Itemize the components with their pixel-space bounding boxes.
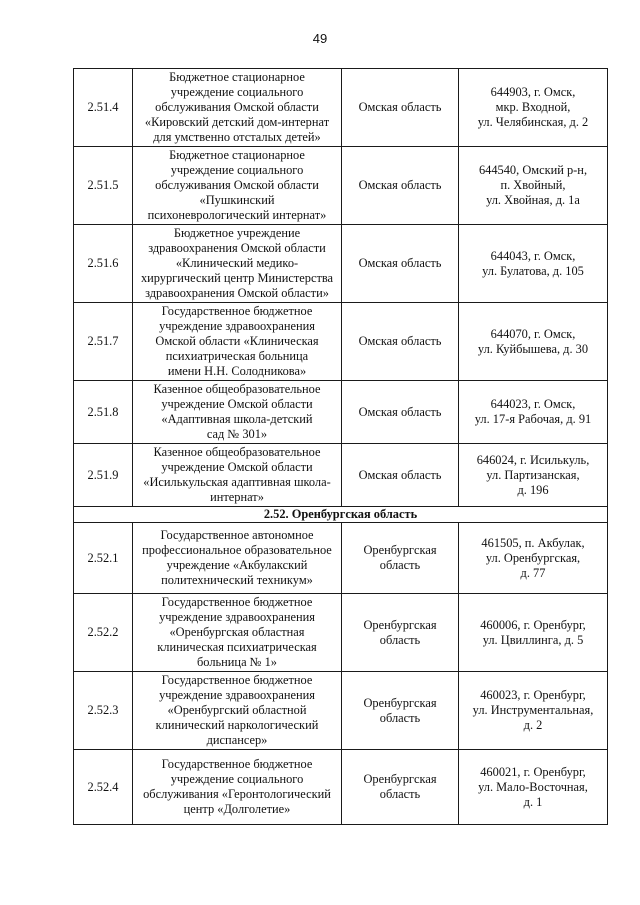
institution-name-cell	[133, 147, 342, 225]
institutions-table	[73, 68, 608, 825]
region-cell	[342, 381, 459, 444]
institution-name-text: Государственное бюджетное учреждение социального обслуживания «Геронтологический центр «Долголетие»	[143, 757, 331, 816]
region-cell	[342, 444, 459, 507]
region-cell	[342, 303, 459, 381]
address-cell	[459, 303, 608, 381]
region-text: Оренбургская область	[363, 695, 437, 725]
item-number-text: 2.51.5	[87, 178, 119, 192]
institution-name-cell	[133, 523, 342, 594]
institution-name-cell	[133, 750, 342, 825]
address-cell	[459, 225, 608, 303]
region-cell	[342, 69, 459, 147]
item-number-text: 2.52.4	[87, 779, 119, 794]
address-text: 461505, п. Акбулак, ул. Оренбургская, д. 77	[481, 535, 585, 580]
item-number-cell	[74, 750, 133, 825]
table-row	[74, 69, 608, 147]
item-number-cell	[74, 303, 133, 381]
institution-name-cell	[133, 225, 342, 303]
region-text: Оренбургская область	[363, 617, 437, 647]
table-row	[74, 594, 608, 672]
institution-name-text: Государственное бюджетное учреждение здравоохранения «Оренбургская областная клиническая психиатрическая больница № 1»	[157, 595, 317, 669]
address-cell	[459, 594, 608, 672]
table-row	[74, 523, 608, 594]
address-cell	[459, 381, 608, 444]
item-number-text: 2.51.6	[87, 256, 119, 270]
region-text: Оренбургская область	[363, 772, 437, 801]
address-text: 646024, г. Исилькуль, ул. Партизанская, д. 196	[476, 452, 590, 497]
region-text: Омская область	[358, 467, 442, 482]
region-text: Омская область	[358, 334, 442, 348]
address-cell	[459, 444, 608, 507]
address-text: 644070, г. Омск, ул. Куйбышева, д. 30	[477, 326, 589, 356]
page-number: 49	[312, 31, 328, 46]
region-text: Омская область	[358, 256, 442, 270]
region-text: Омская область	[358, 404, 442, 419]
institution-name-cell	[133, 303, 342, 381]
region-text: Омская область	[358, 100, 442, 114]
table-row	[74, 225, 608, 303]
address-cell	[459, 750, 608, 825]
table-body	[74, 69, 608, 825]
address-text: 644043, г. Омск, ул. Булатова, д. 105	[482, 248, 584, 278]
table-row	[74, 444, 608, 507]
institution-name-cell	[133, 594, 342, 672]
address-text: 460021, г. Оренбург, ул. Мало-Восточная, д. 1	[478, 764, 588, 809]
address-text: 644540, Омский р-н, п. Хвойный, ул. Хвойная, д. 1а	[478, 163, 588, 207]
region-cell	[342, 594, 459, 672]
item-number-cell	[74, 672, 133, 750]
table-row	[74, 672, 608, 750]
address-text: 644903, г. Омск, мкр. Входной, ул. Челябинская, д. 2	[477, 85, 589, 129]
item-number-cell	[74, 69, 133, 147]
institution-name-text: Государственное бюджетное учреждение здравоохранения Омской области «Клиническая психиатрическая больница имени Н.Н. Солодникова»	[155, 304, 319, 378]
institution-name-cell	[133, 672, 342, 750]
item-number-text: 2.51.7	[87, 334, 119, 348]
item-number-text: 2.52.2	[87, 625, 119, 639]
address-cell	[459, 523, 608, 594]
item-number-cell	[74, 594, 133, 672]
institution-name-text: Государственное автономное профессиональное образовательное учреждение «Акбулакский политехнический техникум»	[142, 528, 332, 587]
item-number-cell	[74, 523, 133, 594]
institution-name-cell	[133, 381, 342, 444]
institution-name-text: Казенное общеобразовательное учреждение Омской области «Исилькульская адаптивная школа- интернат»	[143, 445, 331, 504]
institution-name-text: Казенное общеобразовательное учреждение Омской области «Адаптивная школа-детский сад № 301»	[153, 382, 321, 441]
item-number-text: 2.52.3	[87, 703, 119, 717]
region-cell	[342, 523, 459, 594]
institution-name-cell	[133, 444, 342, 507]
region-cell	[342, 225, 459, 303]
section-title: 2.52. Оренбургская область	[74, 507, 608, 523]
address-cell	[459, 69, 608, 147]
item-number-text: 2.52.1	[87, 550, 119, 565]
institution-name-text: Бюджетное стационарное учреждение социального обслуживания Омской области «Пушкинский психоневрологический интернат»	[147, 148, 327, 222]
address-text: 644023, г. Омск, ул. 17-я Рабочая, д. 91	[474, 397, 592, 426]
region-cell	[342, 750, 459, 825]
region-text: Омская область	[358, 178, 442, 192]
region-cell	[342, 672, 459, 750]
item-number-cell	[74, 381, 133, 444]
table-row	[74, 381, 608, 444]
item-number-cell	[74, 444, 133, 507]
region-cell	[342, 147, 459, 225]
item-number-text: 2.51.9	[87, 467, 119, 482]
table-row	[74, 147, 608, 225]
item-number-text: 2.51.8	[87, 404, 119, 419]
address-text: 460006, г. Оренбург, ул. Цвиллинга, д. 5	[480, 617, 586, 647]
table-row	[74, 750, 608, 825]
institution-name-text: Бюджетное учреждение здравоохранения Омской области «Клинический медико- хирургический центр Министерства здравоохранения Омской области»	[140, 226, 334, 300]
institution-name-text: Государственное бюджетное учреждение здравоохранения «Оренбургский областной клинический наркологический диспансер»	[155, 673, 319, 747]
institution-name-text: Бюджетное стационарное учреждение социального обслуживания Омской области «Кировский детский дом-интернат для умственно отсталых детей»	[144, 70, 330, 144]
item-number-cell	[74, 225, 133, 303]
address-cell	[459, 672, 608, 750]
item-number-text: 2.51.4	[87, 100, 119, 114]
institution-name-cell	[133, 69, 342, 147]
item-number-cell	[74, 147, 133, 225]
address-text: 460023, г. Оренбург, ул. Инструментальная, д. 2	[472, 688, 594, 732]
section-header-row	[74, 507, 608, 523]
address-cell	[459, 147, 608, 225]
table-row	[74, 303, 608, 381]
region-text: Оренбургская область	[363, 543, 437, 572]
